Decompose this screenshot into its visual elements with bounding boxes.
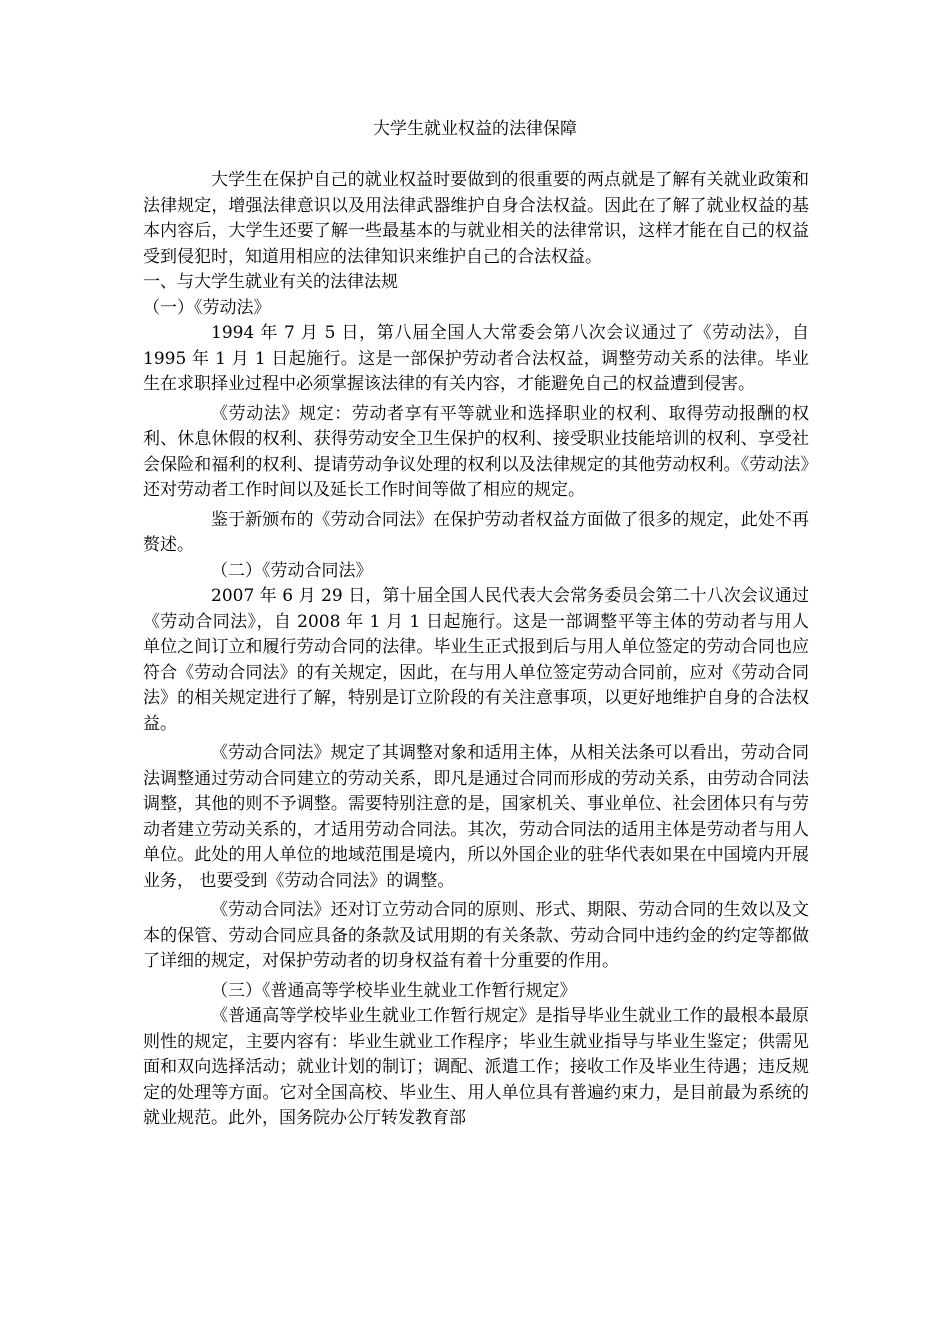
labor-contract-paragraph-1: 2007 年 6 月 29 日，第十届全国人民代表大会常务委员会第二十八次会议通过《劳动合同法》，自 2008 年 1 月 1 日起施行。这是一部调整平等主体的劳动者与用人单位之间订立和履行劳动合同的法律。毕业生正式报到后与用人单位签定的劳动合同也应符合《劳动合同法》的有关规定，因此，在与用人单位签定劳动合同前，应对《劳动合同法》的相关规定进行了解，特别是订立阶段的有关注意事项，以更好地维护自身的合法权益。: [143, 586, 809, 734]
subsection-heading-labor-law: （一）《劳动法》: [143, 297, 271, 318]
labor-law-paragraph-3: 鉴于新颁布的《劳动合同法》在保护劳动者权益方面做了很多的规定，此处不再赘述。: [143, 509, 809, 555]
section-heading-laws: 一、与大学生就业有关的法律法规: [143, 272, 398, 292]
intro-paragraph: 大学生在保护自己的就业权益时要做到的很重要的两点就是了解有关就业政策和法律规定，增强法律意识以及用法律武器维护自身合法权益。因此在了解了就业权益的基本内容后，大学生还要了解一些最基本的与就业相关的法律常识，这样才能在自己的权益受到侵犯时，知道用相应的法律知识来维护自己的合法权益。: [143, 170, 809, 267]
labor-law-paragraph-2: 《劳动法》规定：劳动者享有平等就业和选择职业的权利、取得劳动报酬的权利、休息休假的权利、获得劳动安全卫生保护的权利、接受职业技能培训的权利、享受社会保险和福利的权利、提请劳动争议处理的权利以及法律规定的其他劳动权利。《劳动法》还对劳动者工作时间以及延长工作时间等做了相应的规定。: [143, 403, 809, 500]
labor-contract-paragraph-2: 《劳动合同法》规定了其调整对象和适用主体，从相关法条可以看出，劳动合同法调整通过劳动合同建立的劳动关系，即凡是通过合同而形成的劳动关系，由劳动合同法调整，其他的则不予调整。需要特别注意的是，国家机关、事业单位、社会团体只有与劳动者建立劳动关系的，才适用劳动合同法。其次，劳动合同法的适用主体是劳动者与用人单位。此处的用人单位的地域范围是境内，所以外国企业的驻华代表如果在中国境内开展业务， 也要受到《劳动合同法》的调整。: [143, 743, 809, 891]
document-title: 大学生就业权益的法律保障: [373, 119, 577, 139]
subsection-heading-graduate-rules: （三）《普通高等学校毕业生就业工作暂行规定》: [211, 980, 577, 1001]
subsection-heading-labor-contract-law: （二）《劳动合同法》: [211, 560, 373, 581]
labor-law-paragraph-1: 1994 年 7 月 5 日，第八届全国人大常委会第八次会议通过了《劳动法》，自 1995 年 1 月 1 日起施行。这是一部保护劳动者合法权益，调整劳动关系的法律。毕业生在求职择业过程中必须掌握该法律的有关内容，才能避免自己的权益遭到侵害。: [143, 323, 809, 394]
document-body: [143, 168, 809, 1132]
graduate-rules-paragraph: 《普通高等学校毕业生就业工作暂行规定》是指导毕业生就业工作的最根本最原则性的规定，主要内容有：毕业生就业工作程序；毕业生就业指导与毕业生鉴定；供需见面和双向选择活动；就业计划的制订；调配、派遣工作；接收工作及毕业生待遇；违反规定的处理等方面。它对全国高校、毕业生、用人单位具有普遍约束力，是目前最为系统的就业规范。此外，国务院办公厅转发教育部: [143, 1006, 809, 1128]
labor-contract-paragraph-3: 《劳动合同法》还对订立劳动合同的原则、形式、期限、劳动合同的生效以及文本的保管、劳动合同应具备的条款及试用期的有关条款、劳动合同中违约金的约定等都做了详细的规定，对保护劳动者的切身权益有着十分重要的作用。: [143, 900, 809, 971]
